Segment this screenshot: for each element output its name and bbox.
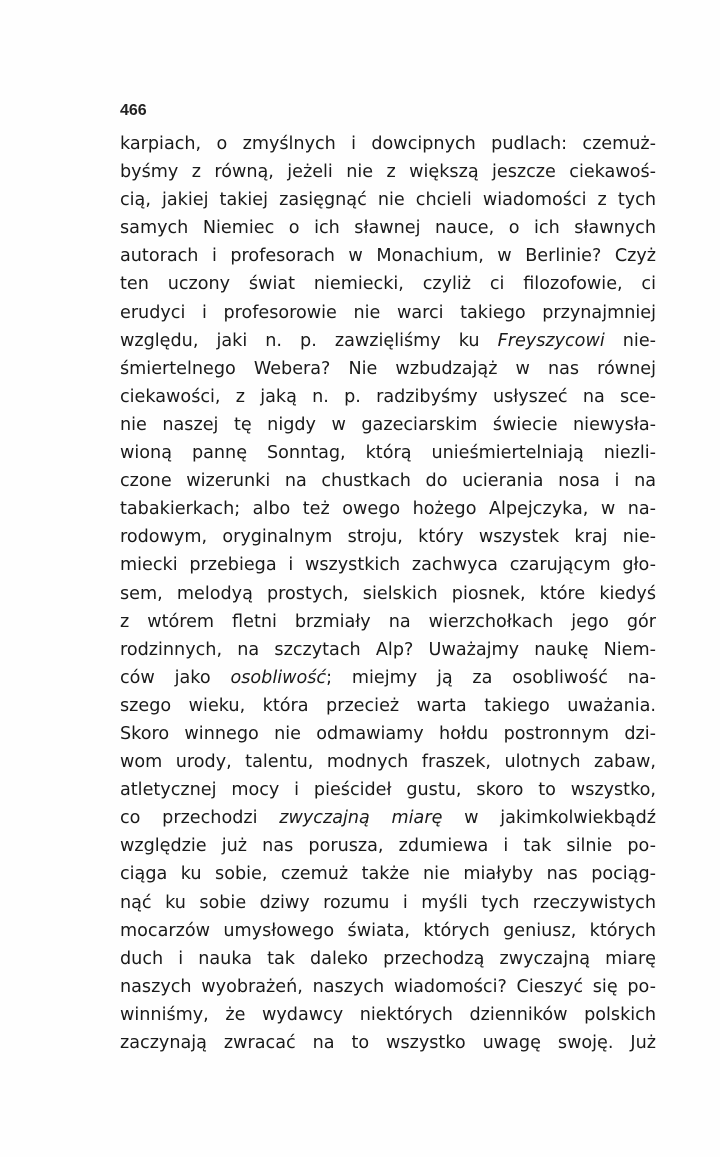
text-line — [120, 523, 656, 551]
italic-text: osobliwość — [230, 667, 327, 688]
body-text — [120, 130, 656, 1057]
text-line — [120, 242, 656, 270]
text-line — [120, 832, 656, 860]
line-text: ten uczony świat niemiecki, czyliż ci filozofowie, ci — [120, 274, 656, 295]
text-line — [120, 130, 656, 158]
line-text: samych Niemiec o ich sławnej nauce, o ich sławnych — [120, 218, 656, 239]
text-line — [120, 776, 656, 804]
line-text: nie naszej tę nigdy w gazeciarskim świecie niewysła- — [120, 414, 656, 435]
text-line — [120, 748, 656, 776]
line-text: nie- — [604, 330, 656, 351]
text-line — [120, 1029, 656, 1057]
text-line — [120, 467, 656, 495]
line-text: Skoro winnego nie odmawiamy hołdu postronnym dzi- — [120, 723, 656, 744]
text-line — [120, 720, 656, 748]
line-text: szego wieku, która przecież warta takiego uważania. — [120, 695, 656, 716]
text-line — [120, 608, 656, 636]
line-text: rodowym, oryginalnym stroju, który wszystek kraj nie- — [120, 527, 656, 548]
text-line — [120, 973, 656, 1001]
text-line — [120, 580, 656, 608]
line-text: naszych wyobrażeń, naszych wiadomości? Cieszyć się po- — [120, 976, 656, 997]
line-text: miecki przebiega i wszystkich zachwyca czarującym gło- — [120, 555, 656, 576]
line-text: śmiertelnego Webera? Nie wzbudzająż w nas równej — [120, 358, 656, 379]
line-text: duch i nauka tak daleko przechodzą zwyczajną miarę — [120, 948, 656, 969]
text-line — [120, 692, 656, 720]
text-line — [120, 383, 656, 411]
text-line — [120, 355, 656, 383]
line-text: ciąga ku sobie, czemuż także nie miałyby nas pociąg- — [120, 864, 656, 885]
italic-text: Freyszycowi — [497, 330, 605, 351]
text-line — [120, 945, 656, 973]
line-text: wioną pannę Sonntag, którą unieśmiertelniają niezli- — [120, 443, 656, 464]
text-line — [120, 299, 656, 327]
line-text: autorach i profesorach w Monachium, w Berlinie? Czyż — [120, 246, 656, 267]
line-text: ciekawości, z jaką n. p. radzibyśmy usłyszeć na sce- — [120, 386, 656, 407]
line-text: co przechodzi — [120, 808, 280, 829]
text-line — [120, 1001, 656, 1029]
page-number: 466 — [120, 102, 147, 119]
text-line — [120, 495, 656, 523]
text-line — [120, 551, 656, 579]
line-text: w jakimkolwiekbądź — [442, 808, 656, 829]
line-text: ców jako — [120, 667, 231, 688]
italic-text: zwyczajną miarę — [279, 808, 443, 829]
text-line — [120, 214, 656, 242]
line-text: cią, jakiej takiej zasięgnąć nie chcieli wiadomości z tych — [120, 190, 656, 211]
line-text: względzie już nas porusza, zdumiewa i tak silnie po- — [120, 836, 656, 857]
line-text: mocarzów umysłowego świata, których geniusz, których — [120, 920, 656, 941]
line-text: z wtórem fletni brzmiały na wierzchołkach jego gór — [120, 611, 656, 632]
line-text: winniśmy, że wydawcy niektórych dzienników polskich — [120, 1004, 656, 1025]
text-line — [120, 186, 656, 214]
line-text: karpiach, o zmyślnych i dowcipnych pudlach: czemuż- — [120, 134, 656, 154]
text-line — [120, 411, 656, 439]
line-text: tabakierkach; albo też owego hożego Alpejczyka, w na- — [120, 499, 656, 520]
line-text: erudyci i profesorowie nie warci takiego przynajmniej — [120, 302, 656, 323]
line-text: ; miejmy ją za osobliwość na- — [326, 667, 656, 688]
text-line — [120, 158, 656, 186]
text-line — [120, 860, 656, 888]
text-line — [120, 270, 656, 298]
text-line — [120, 917, 656, 945]
line-text: rodzinnych, na szczytach Alp? Uważajmy naukę Niem- — [120, 639, 656, 660]
text-line — [120, 889, 656, 917]
line-text: wom urody, talentu, modnych fraszek, ulotnych zabaw, — [120, 752, 656, 773]
line-text: czone wizerunki na chustkach do ucierania nosa i na — [120, 471, 656, 492]
text-line — [120, 439, 656, 467]
text-line — [120, 804, 656, 832]
line-text: zaczynają zwracać na to wszystko uwagę swoję. Już — [120, 1033, 656, 1053]
line-text: względu, jaki n. p. zawzięliśmy ku — [120, 330, 498, 351]
text-line — [120, 664, 656, 692]
text-line — [120, 327, 656, 355]
line-text: atletycznej mocy i pieścideł gustu, skoro to wszystko, — [120, 780, 656, 801]
line-text: nąć ku sobie dziwy rozumu i myśli tych rzeczywistych — [120, 892, 656, 913]
line-text: byśmy z równą, jeżeli nie z większą jeszcze ciekawoś- — [120, 162, 656, 183]
line-text: sem, melodyą prostych, sielskich piosnek, które kiedyś — [120, 583, 656, 604]
text-line — [120, 636, 656, 664]
